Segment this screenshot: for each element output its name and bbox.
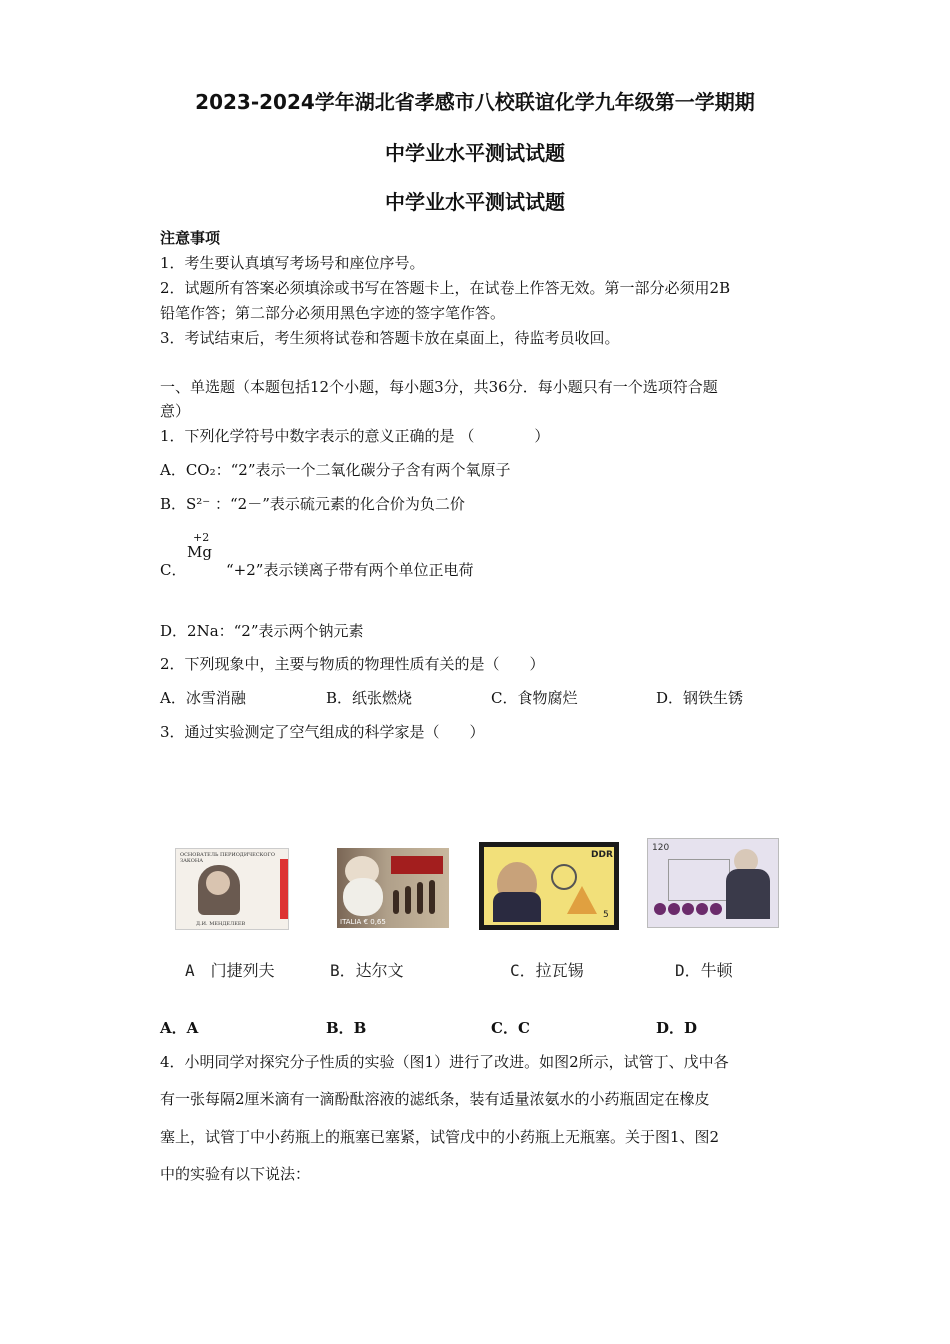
q1-option-d: D．2Na：“2”表示两个钠元素: [160, 622, 364, 640]
q1-option-b: B．S²⁻ ：“2－”表示硫元素的化合价为负二价: [160, 495, 465, 513]
q3-option-c: C．C: [491, 1019, 530, 1037]
q1-option-c-symbol: Mg: [187, 543, 212, 561]
stamp-c-top-text: DDR: [591, 850, 613, 860]
q4-line: 塞上，试管丁中小药瓶上的瓶塞已塞紧，试管戊中的小药瓶上无瓶塞。关于图1、图2: [160, 1128, 720, 1146]
stamp-d-top-text: 120: [652, 843, 670, 853]
exam-title-line1: 2023-2024学年湖北省孝感市八校联谊化学九年级第一学期期: [195, 90, 755, 114]
q1-stem: 1．下列化学符号中数字表示的意义正确的是 （ ）: [160, 427, 550, 445]
q2-option-d: D．钢铁生锈: [656, 689, 744, 707]
notice-item: 3．考试结束后，考生须将试卷和答题卡放在桌面上，待监考员收回。: [160, 329, 620, 347]
stamp-b-bottom-text: ITALIA € 0,65: [340, 918, 386, 926]
q2-option-b: B．纸张燃烧: [326, 689, 413, 707]
exam-title-line3: 中学业水平测试试题: [385, 190, 565, 214]
stamp-mendeleev-image: [175, 848, 289, 930]
q3-option-a: A．A: [160, 1019, 199, 1037]
stamp-darwin-image: [337, 848, 449, 928]
q1-option-a: A．CO₂：“2”表示一个二氧化碳分子含有两个氧原子: [160, 461, 511, 479]
q1-option-c-valence: +2: [193, 531, 210, 544]
stamp-lavoisier-image: [479, 842, 619, 930]
notice-item: 铅笔作答；第二部分必须用黑色字迹的签字笔作答。: [160, 304, 506, 322]
notice-item: 1．考生要认真填写考场号和座位序号。: [160, 254, 425, 272]
stamp-b-caption: B．达尔文: [330, 961, 404, 980]
q1-option-c-label: C．: [160, 561, 187, 579]
q4-line: 有一张每隔2厘米滴有一滴酚酞溶液的滤纸条，装有适量浓氨水的小药瓶固定在橡皮: [160, 1090, 710, 1108]
stamp-a-bottom-text: Д.И. МЕНДЕЛЕЕВ: [196, 921, 246, 927]
section-heading-cont: 意）: [160, 402, 191, 420]
stamp-a-top-text: ОСНОВАТЕЛЬ ПЕРИОДИЧЕСКОГО ЗАКОНА: [180, 852, 275, 864]
q3-stem: 3．通过实验测定了空气组成的科学家是（ ）: [160, 723, 485, 741]
stamp-a-caption: A 门捷列夫: [185, 961, 275, 980]
q2-stem: 2．下列现象中，主要与物质的物理性质有关的是（ ）: [160, 655, 545, 673]
q3-option-d: D．D: [656, 1019, 698, 1037]
stamp-d-caption: D．牛顿: [675, 961, 733, 980]
q3-option-b: B．B: [326, 1019, 367, 1037]
q4-line: 4．小明同学对探究分子性质的实验（图1）进行了改进。如图2所示，试管丁、戊中各: [160, 1053, 729, 1071]
notice-heading: 注意事项: [160, 229, 221, 247]
q4-line: 中的实验有以下说法：: [160, 1165, 311, 1183]
q2-option-c: C．食物腐烂: [491, 689, 578, 707]
notice-item: 2．试题所有答案必须填涂或书写在答题卡上，在试卷上作答无效。第一部分必须用2B: [160, 279, 731, 297]
q1-option-c-text: “+2”表示镁离子带有两个单位正电荷: [226, 561, 474, 579]
exam-title-line2: 中学业水平测试试题: [385, 141, 565, 165]
stamp-newton-image: [647, 838, 779, 928]
section-heading: 一、单选题（本题包括12个小题，每小题3分，共36分．每小题只有一个选项符合题: [160, 378, 718, 396]
stamp-c-bottom-text: 5: [603, 910, 609, 920]
q2-option-a: A．冰雪消融: [160, 689, 246, 707]
stamp-c-caption: C．拉瓦锡: [510, 961, 584, 980]
